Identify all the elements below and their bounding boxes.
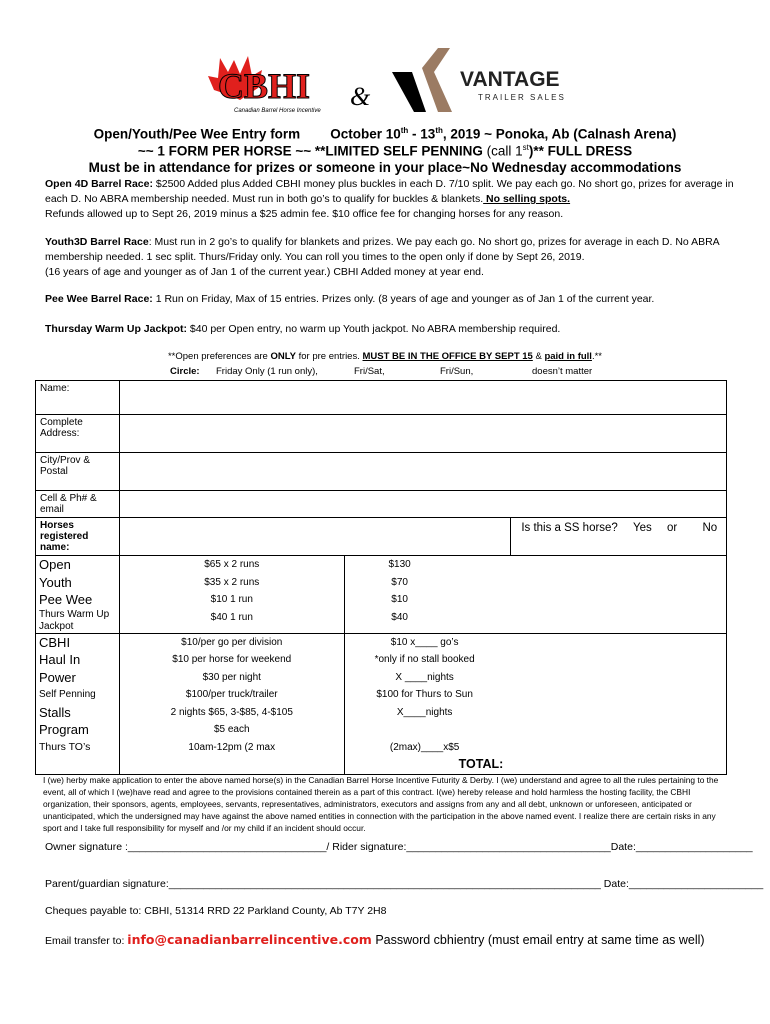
ss-no[interactable]: No bbox=[702, 522, 718, 534]
open-race-info: Open 4D Barrel Race: $2500 Added plus Added CBHI money plus buckles in each D. 7/10 split. We pay each go. No short go, prizes for average in each D. No ABRA membership needed. Must run in both go’s to qualify for buckles & blankets. No selling spots. Refunds allowed up to Sept 26, 2019 minus a $25 admin fee. $10 office fee for changing horses for any reason. bbox=[45, 178, 734, 220]
extras-labels: CBHI Haul In Power Self Penning Stalls Program Thurs TO’s bbox=[36, 633, 120, 774]
option-fri-sun[interactable]: Fri/Sun, bbox=[440, 366, 474, 377]
vantage-sub: TRAILER SALES bbox=[478, 93, 566, 102]
race-totals: $130 $70 $10 $40 bbox=[344, 556, 726, 634]
city-label: City/Prov & Postal bbox=[36, 453, 120, 491]
name-field[interactable] bbox=[119, 381, 726, 415]
total-label: TOTAL: bbox=[458, 757, 504, 771]
city-field[interactable] bbox=[119, 453, 726, 491]
option-doesnt-matter[interactable]: doesn’t matter bbox=[532, 366, 593, 377]
peewee-race-info: Pee Wee Barrel Race: 1 Run on Friday, Max of 15 entries. Prizes only. (8 years of age and younger as of Jan 1 of the current year. bbox=[45, 293, 655, 305]
cbhi-logo bbox=[200, 50, 350, 120]
cbhi-logo-text: CBHI bbox=[218, 66, 311, 106]
race-fees: $65 x 2 runs $35 x 2 runs $10 1 run $40 1 run bbox=[119, 556, 344, 634]
header-line-1: Open/Youth/Pee Wee Entry form October 10th - 13th, 2019 ~ Ponoka, Ab (Calnash Arena) bbox=[93, 126, 677, 142]
entry-form-table bbox=[35, 380, 727, 775]
ss-yes[interactable]: Yes bbox=[633, 522, 652, 534]
race-labels: Open Youth Pee Wee Thurs Warm Up Jackpot bbox=[36, 556, 120, 634]
legal-release-text: I (we) herby make application to enter the above named horse(s) in the Canadian Barrel Horse Incentive Futurity & Derby. I (we) understand and agree to all the rules pertaining to the event, all of which I (we)have read and agree to the provisions contained therein as a part of this contract. I(we) hereby release and hold harmless the hosting facility, the CBHI organization, their sponsors, agents, employees, servants, representatives, administrators, executors and assigns from any and all debt, unknown or unforeseen, anticipated or unanticipated, which the undersigned may have against the above named entities in connection with the participation in the above named event. I realize there are certain risks in any sport and I take full responsibility for myself and /or my child if an incident should occur. bbox=[43, 775, 719, 833]
phone-field[interactable] bbox=[119, 491, 726, 518]
owner-rider-signature-line[interactable]: Owner signature :__________________________________/ Rider signature:___________________________________Date:____________________ bbox=[45, 841, 753, 853]
warmup-info: Thursday Warm Up Jackpot: $40 per Open entry, no warm up Youth jackpot. No ABRA membership required. bbox=[45, 323, 561, 335]
cbhi-logo-sub: Canadian Barrel Horse Incentive bbox=[234, 108, 321, 114]
phone-label: Cell & Ph# & email bbox=[36, 491, 120, 518]
vantage-text: VANTAGE bbox=[460, 68, 560, 91]
horses-label: Horses registered name: bbox=[36, 518, 120, 556]
name-label: Name: bbox=[36, 381, 120, 415]
option-friday-only[interactable]: Friday Only (1 run only), bbox=[216, 366, 318, 377]
address-label: Complete Address: bbox=[36, 415, 120, 453]
cheques-info: Cheques payable to: CBHI, 51314 RRD 22 Parkland County, Ab T7Y 2H8 bbox=[45, 905, 387, 917]
parent-signature-line[interactable]: Parent/guardian signature:__________________________________________________________________________ Date:_______________________ bbox=[45, 878, 764, 890]
ss-horse-question: Is this a SS horse? Yes or No bbox=[511, 518, 727, 556]
header-line-3: Must be in attendance for prizes or someone in your place~No Wednesday accommodations bbox=[88, 160, 682, 175]
circle-options: Circle: Friday Only (1 run only), Fri/Sat, Fri/Sun, doesn’t matter bbox=[170, 366, 593, 377]
extras-fees: $10/per go per division $10 per horse for weekend $30 per night $100/per truck/trailer 2 nights $65, 3-$85, 4-$105 $5 each 10am-12pm (2 max bbox=[119, 633, 344, 774]
horse-name-field[interactable] bbox=[119, 518, 510, 556]
option-fri-sat[interactable]: Fri/Sat, bbox=[354, 366, 385, 377]
youth-race-info: Youth3D Barrel Race: Must run in 2 go’s to qualify for blankets and prizes. We pay each go. No short go, prizes for average in each D. No ABRA membership needed. 1 sec split. Thurs/Friday only. You can roll you times to the open only if done by Sept 26, 2019. (16 years of age and younger as of Jan 1 of the current year.) CBHI Added money at year end. bbox=[45, 236, 720, 278]
vantage-logo bbox=[392, 48, 582, 118]
extras-totals: $10 x____ go’s *only if no stall booked X ____nights $100 for Thurs to Sun X____nights (2max)____x$5 TOTAL: bbox=[344, 633, 726, 774]
ampersand: & bbox=[350, 82, 371, 111]
header-line-2: ~~ 1 FORM PER HORSE ~~ **LIMITED SELF PENNING (call 1st)** FULL DRESS bbox=[137, 143, 633, 159]
preferences-note: **Open preferences are ONLY for pre entries. MUST BE IN THE OFFICE BY SEPT 15 & paid in full.** bbox=[167, 351, 602, 362]
email-transfer-info: Email transfer to: info@canadianbarrelincentive.com Password cbhientry (must email entry at same time as well) bbox=[45, 932, 705, 947]
address-field[interactable] bbox=[119, 415, 726, 453]
email-address-link[interactable]: info@canadianbarrelincentive.com bbox=[127, 932, 372, 947]
